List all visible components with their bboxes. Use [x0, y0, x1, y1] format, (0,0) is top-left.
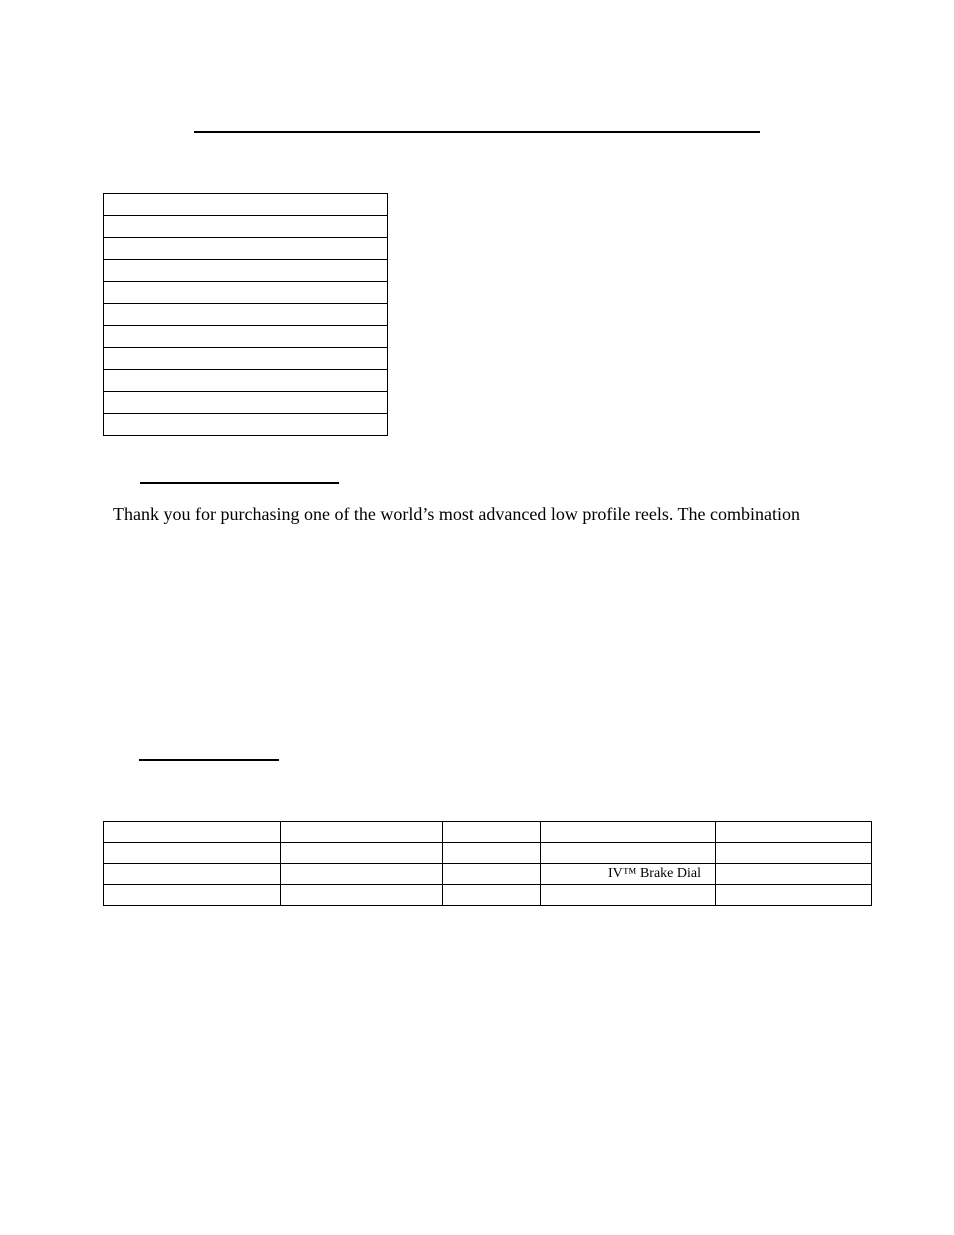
table-cell [104, 194, 388, 216]
table-cell [104, 864, 281, 885]
table-cell [716, 822, 872, 843]
table-cell [443, 864, 541, 885]
table-cell [281, 885, 443, 906]
table-cell [104, 326, 388, 348]
table-cell [716, 843, 872, 864]
table-row [104, 238, 388, 260]
title-underline [194, 131, 760, 133]
section-heading-underline [139, 759, 279, 761]
table-row [104, 414, 388, 436]
table-row [104, 843, 872, 864]
table-cell [281, 822, 443, 843]
table-cell [443, 843, 541, 864]
table-cell [104, 348, 388, 370]
brake-dial-cell: IV™ Brake Dial [541, 864, 716, 885]
table-row [104, 392, 388, 414]
table-cell [104, 260, 388, 282]
table-row [104, 885, 872, 906]
table-cell [104, 216, 388, 238]
table-cell [104, 282, 388, 304]
table-cell [541, 822, 716, 843]
table-row [104, 370, 388, 392]
contents-table [103, 193, 388, 436]
table-cell [716, 864, 872, 885]
table-cell [104, 843, 281, 864]
table-cell [104, 238, 388, 260]
table-cell [104, 304, 388, 326]
table-row [104, 822, 872, 843]
table-cell [104, 392, 388, 414]
table-cell [443, 885, 541, 906]
table-row [104, 864, 872, 885]
table-cell [104, 414, 388, 436]
section-heading-underline [140, 482, 339, 484]
table-row [104, 326, 388, 348]
table-row [104, 260, 388, 282]
table-row [104, 194, 388, 216]
table-cell [104, 370, 388, 392]
table-cell [104, 822, 281, 843]
table-cell [716, 885, 872, 906]
intro-paragraph: Thank you for purchasing one of the world’s most advanced low profile reels. The combination [113, 504, 800, 524]
table-cell [281, 843, 443, 864]
table-row [104, 282, 388, 304]
table-row [104, 304, 388, 326]
table-cell [443, 822, 541, 843]
spec-table [103, 821, 872, 906]
table-cell [541, 885, 716, 906]
table-row [104, 216, 388, 238]
table-row [104, 348, 388, 370]
table-cell [281, 864, 443, 885]
table-cell [541, 843, 716, 864]
table-cell [104, 885, 281, 906]
